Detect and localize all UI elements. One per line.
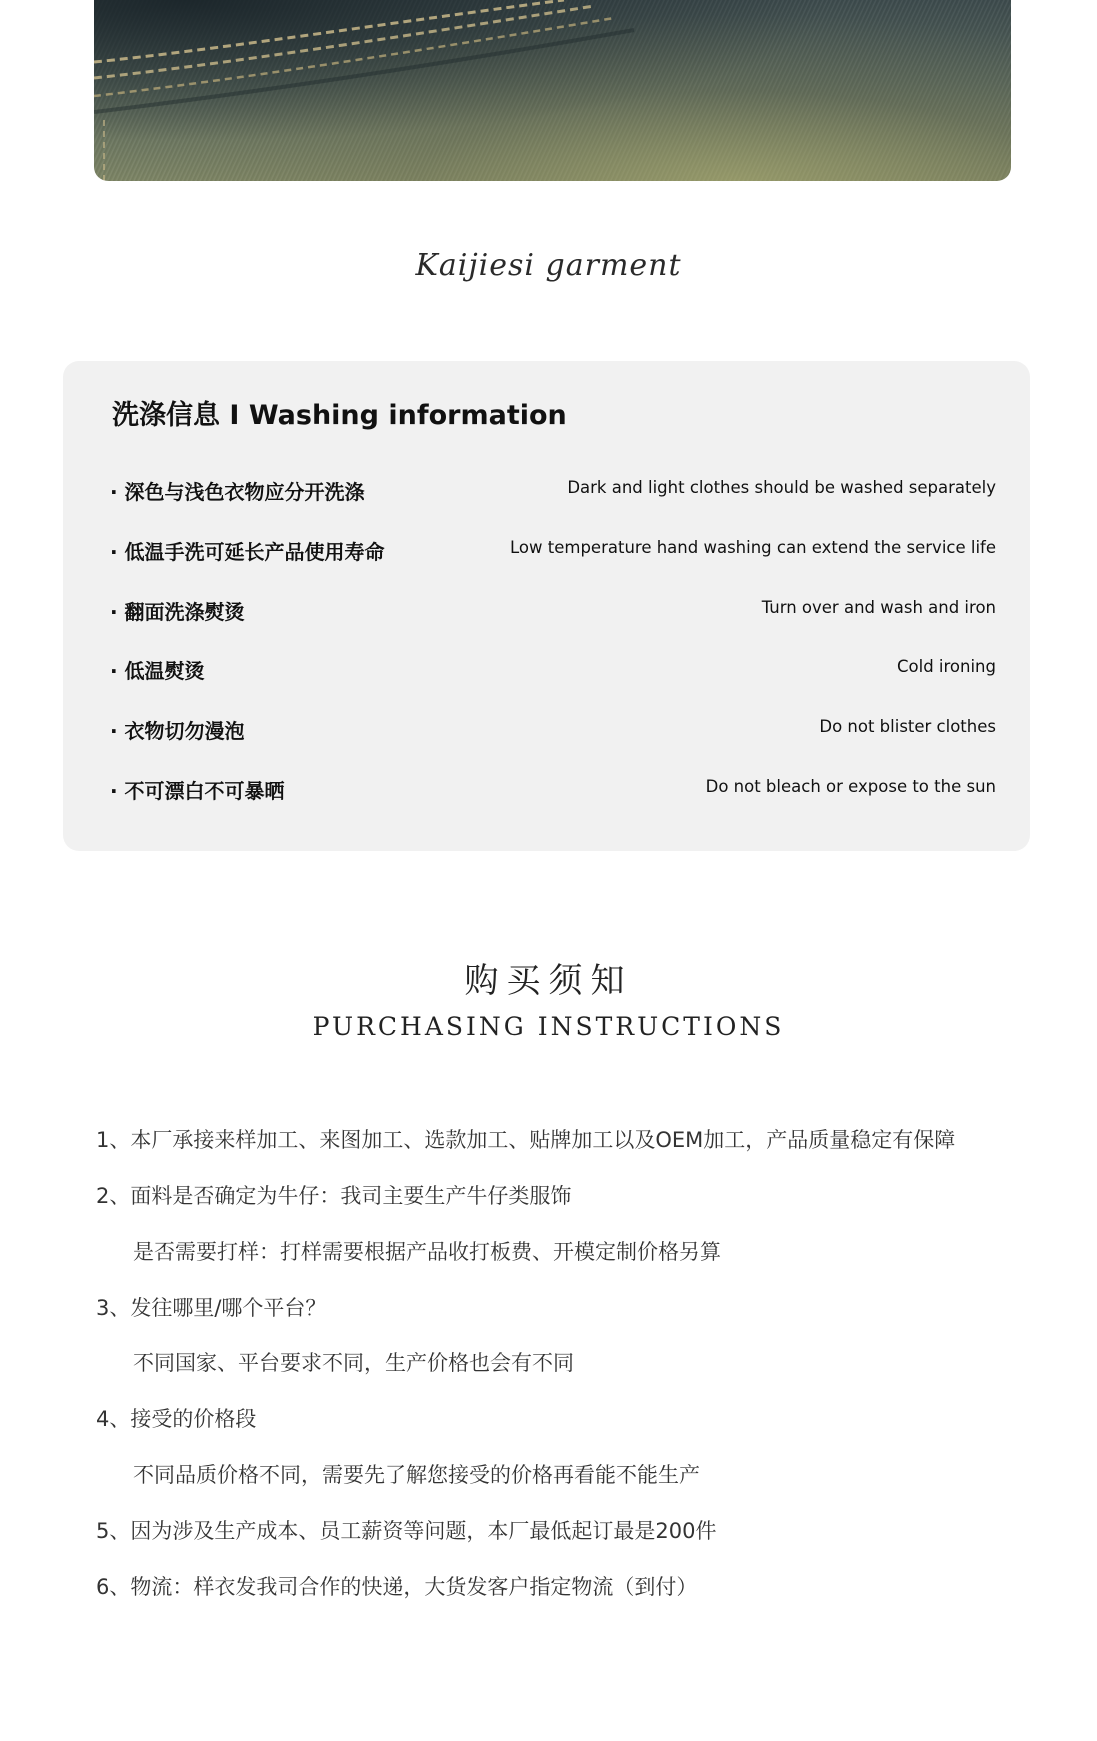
purchasing-title-cn: 购买须知 — [464, 961, 633, 1001]
washing-item — [110, 655, 996, 689]
washing-item-en: Do not blister clothes — [819, 717, 996, 736]
purchasing-line: 1、本厂承接来样加工、来图加工、选款加工、贴牌加工以及OEM加工，产品质量稳定有保障 — [96, 1128, 956, 1152]
washing-item-cn: · 衣物切勿漫泡 — [110, 719, 245, 743]
brand-script-logo: Kaijiesi garment — [415, 248, 682, 283]
washing-item-en: Low temperature hand washing can extend the service life — [510, 538, 996, 557]
purchasing-line: 不同品质价格不同，需要先了解您接受的价格再看能不能生产 — [133, 1463, 700, 1487]
purchasing-line: 5、因为涉及生产成本、员工薪资等问题，本厂最低起订最是200件 — [96, 1519, 717, 1543]
purchasing-line: 6、物流：样衣发我司合作的快递，大货发客户指定物流（到付） — [96, 1575, 698, 1599]
washing-item — [110, 775, 996, 809]
denim-stitching — [94, 0, 1011, 181]
washing-info-title: 洗涤信息 I Washing information — [112, 400, 567, 431]
purchasing-title-en: PURCHASING INSTRUCTIONS — [312, 1012, 785, 1041]
washing-item-en: Cold ironing — [897, 657, 996, 676]
washing-item-cn: · 深色与浅色衣物应分开洗涤 — [110, 480, 365, 504]
washing-item-cn: · 翻面洗涤熨烫 — [110, 600, 245, 624]
washing-item — [110, 476, 996, 510]
washing-item-cn: · 低温熨烫 — [110, 659, 205, 683]
purchasing-line: 不同国家、平台要求不同，生产价格也会有不同 — [133, 1351, 574, 1375]
purchasing-line: 是否需要打样：打样需要根据产品收打板费、开模定制价格另算 — [133, 1240, 721, 1264]
washing-item-cn: · 低温手洗可延长产品使用寿命 — [110, 540, 385, 564]
purchasing-line: 4、接受的价格段 — [96, 1407, 257, 1431]
washing-item — [110, 596, 996, 630]
washing-item — [110, 715, 996, 749]
purchasing-line: 2、面料是否确定为牛仔：我司主要生产牛仔类服饰 — [96, 1184, 572, 1208]
washing-item-cn: · 不可漂白不可暴晒 — [110, 779, 285, 803]
washing-item-en: Dark and light clothes should be washed separately — [567, 478, 996, 497]
washing-item — [110, 536, 996, 570]
purchasing-line: 3、发往哪里/哪个平台？ — [96, 1296, 327, 1320]
washing-item-en: Do not bleach or expose to the sun — [705, 777, 996, 796]
denim-fabric-photo — [94, 0, 1011, 181]
washing-item-en: Turn over and wash and iron — [761, 598, 996, 617]
